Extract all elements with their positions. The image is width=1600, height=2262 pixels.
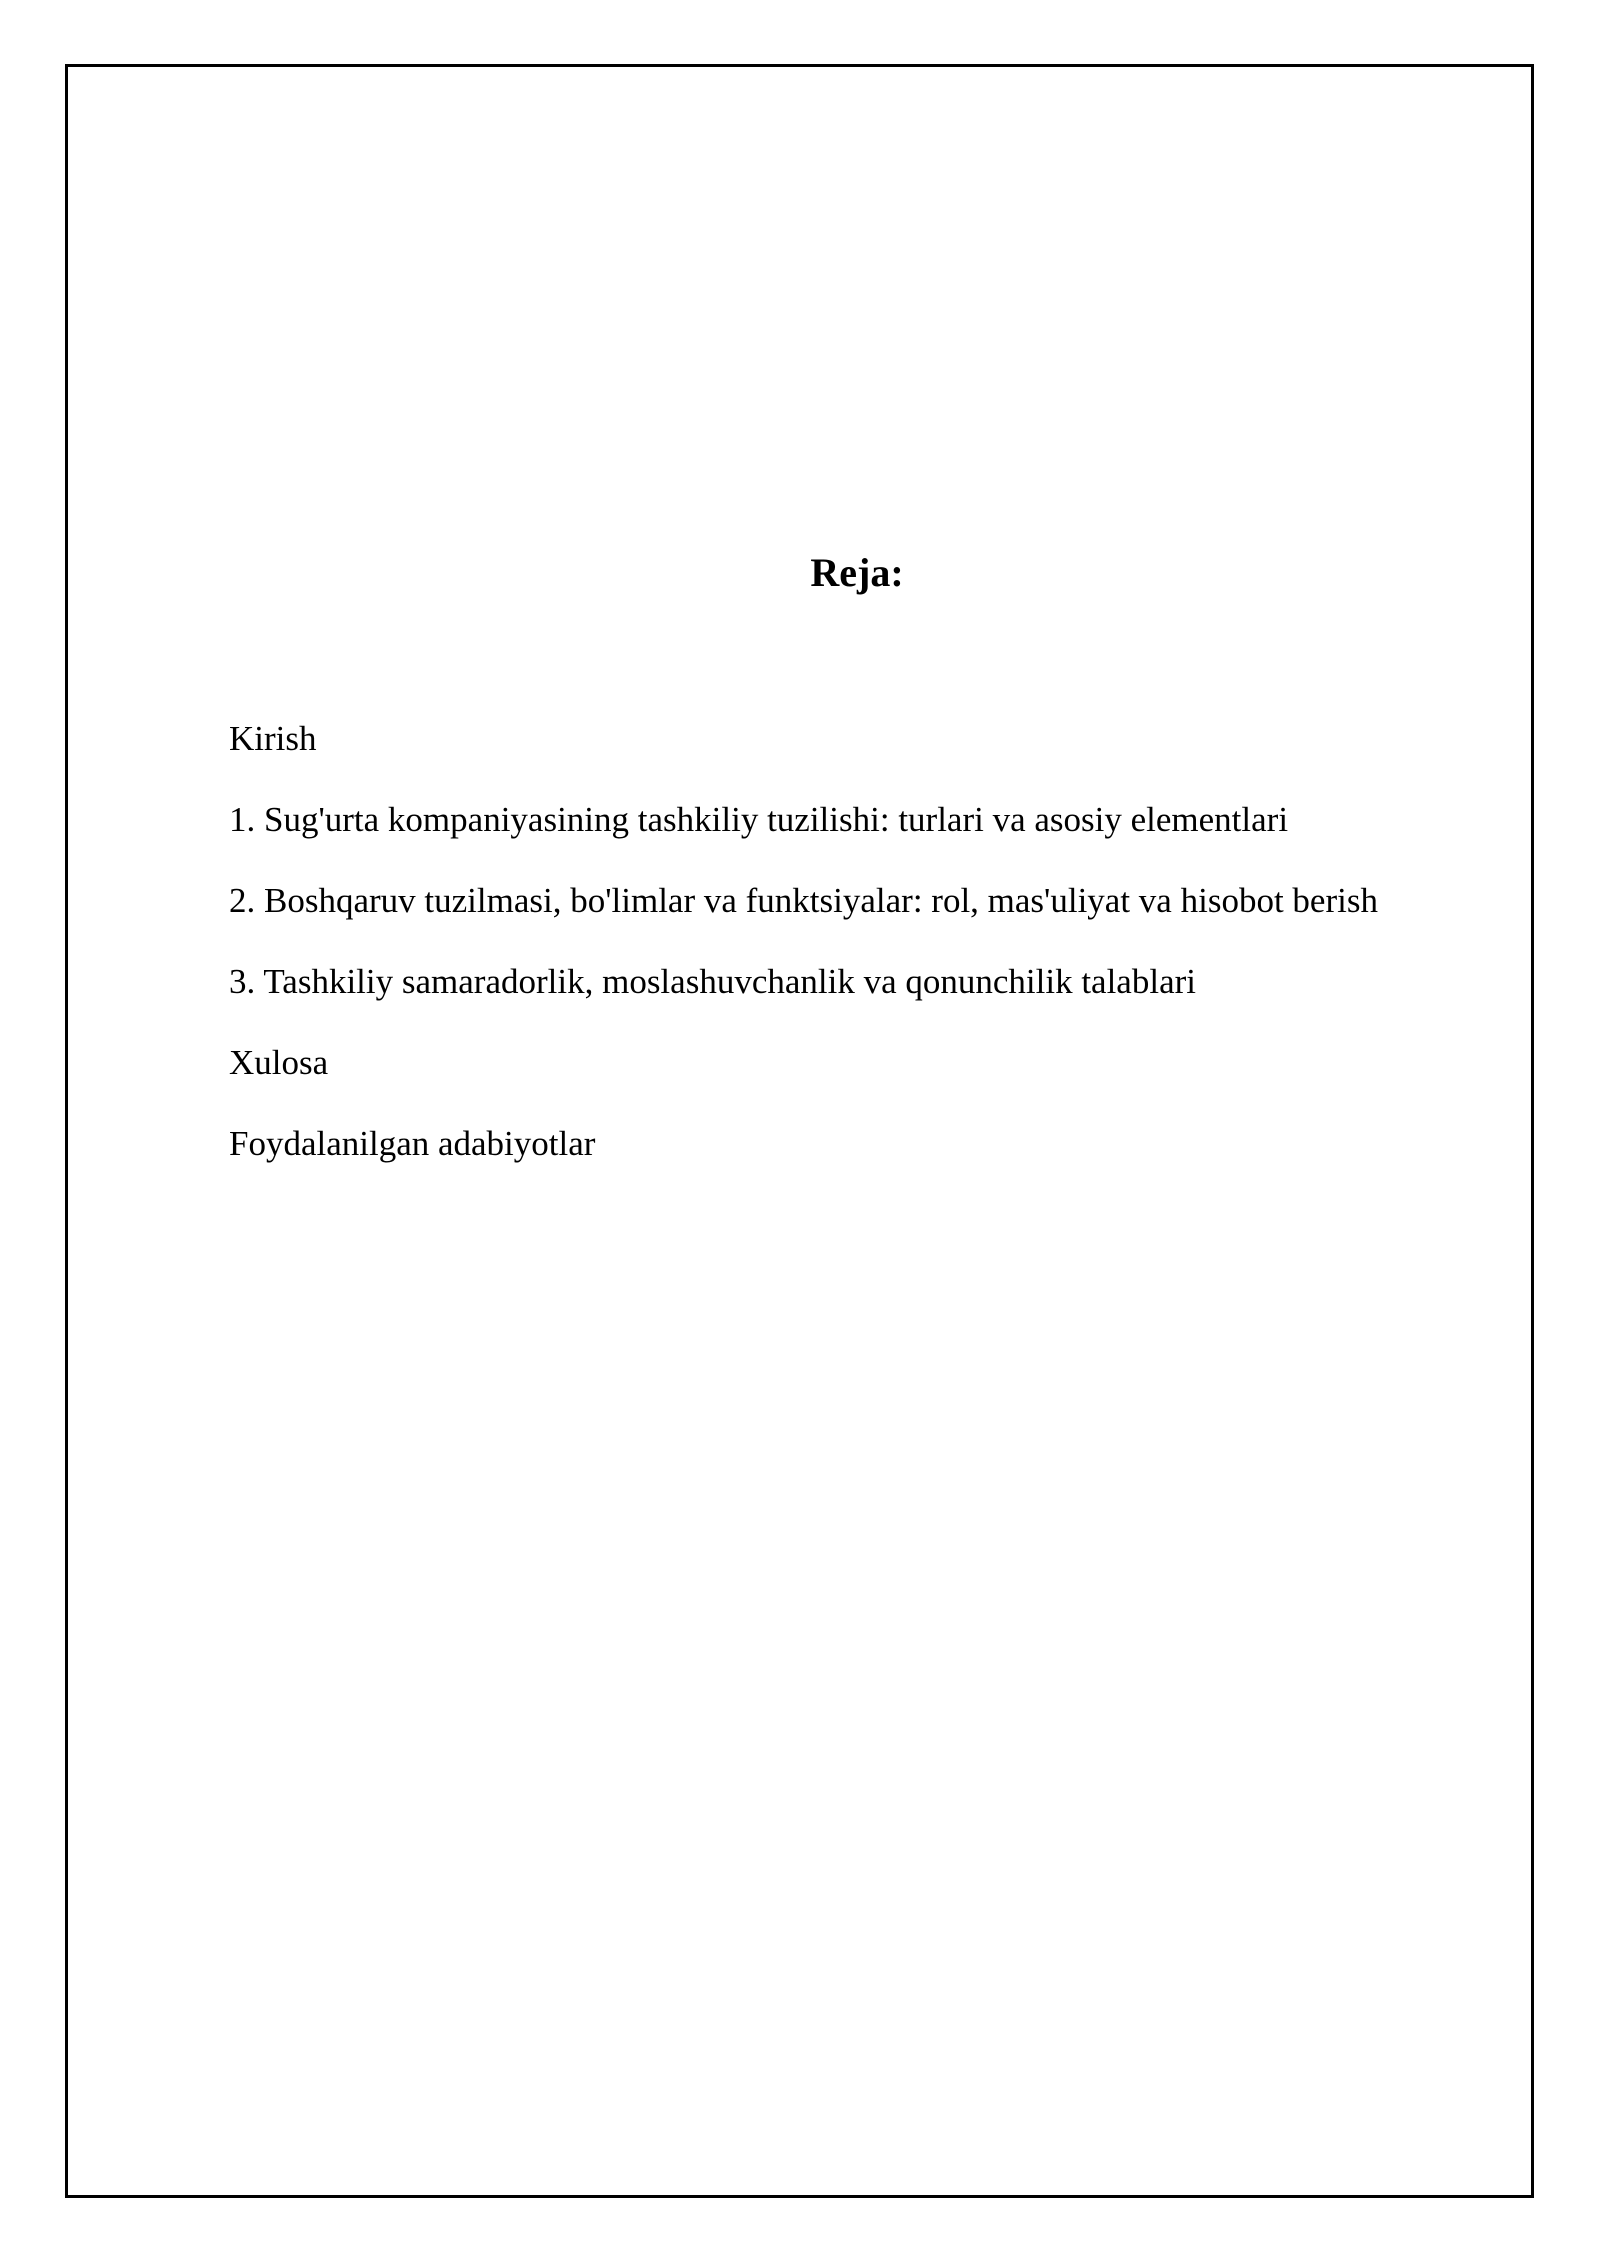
plan-item-introduction: Kirish: [229, 719, 317, 758]
plan-item-chapter-2: 2. Boshqaruv tuzilmasi, bo'limlar va funktsiyalar: rol, mas'uliyat va hisobot berish: [229, 881, 1378, 920]
plan-list: [229, 698, 1378, 1184]
plan-item-conclusion: Xulosa: [229, 1043, 329, 1082]
plan-item-chapter-1: 1. Sug'urta kompaniyasining tashkiliy tuzilishi: turlari va asosiy elementlari: [229, 800, 1289, 839]
plan-title: Reja:: [810, 550, 904, 595]
plan-item-references: Foydalanilgan adabiyotlar: [229, 1124, 596, 1163]
plan-item-chapter-3: 3. Tashkiliy samaradorlik, moslashuvchanlik va qonunchilik talablari: [229, 962, 1196, 1001]
